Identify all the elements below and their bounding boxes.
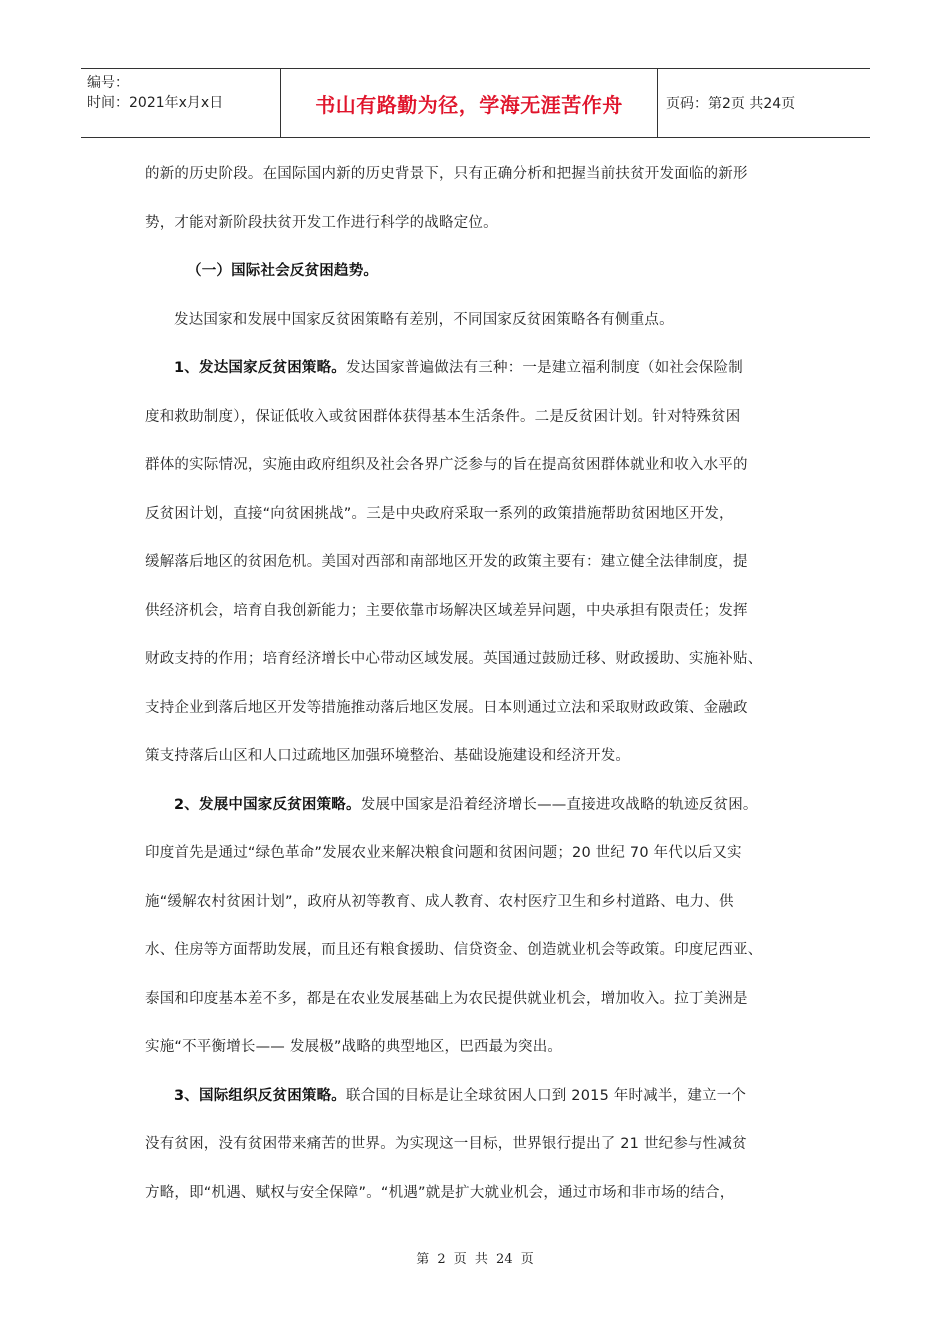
body-line xyxy=(145,538,817,587)
line-text: 策支持落后山区和人口过疏地区加强环境整治、基础设施建设和经济开发。 xyxy=(145,748,631,764)
line-text: 印度首先是通过“绿色革命”发展农业来解决粮食问题和贫困问题；20 世纪 70 年代以后又实 xyxy=(145,845,742,861)
body-line xyxy=(145,490,817,539)
header-meta xyxy=(81,69,281,137)
body-line xyxy=(145,441,817,490)
line-text: 反贫困计划，直接“向贫困挑战”。三是中央政府采取一系列的政策措施帮助贫困地区开发， xyxy=(145,505,734,522)
section-heading xyxy=(145,247,817,296)
line-text: 缓解落后地区的贫困危机。美国对西部和南部地区开发的政策主要有：建立健全法律制度，提 xyxy=(145,554,748,570)
document-number-label: 编号： xyxy=(87,75,129,91)
paragraph-start xyxy=(145,1072,817,1121)
page-footer: 第 2 页 共 24 页 xyxy=(416,1252,534,1267)
body-line xyxy=(145,393,817,442)
subheading-text: 3、国际组织反贫困策略。 xyxy=(174,1087,346,1104)
document-time-label: 时间：2021年x月x日 xyxy=(87,95,224,111)
subheading-text: 1、发达国家反贫困策略。 xyxy=(174,360,346,376)
line-text: 发达国家普遍做法有三种：一是建立福利制度（如社会保险制 xyxy=(346,360,743,376)
line-text: 群体的实际情况，实施由政府组织及社会各界广泛参与的旨在提高贫困群体就业和收入水平的 xyxy=(145,457,748,473)
line-text: 支持企业到落后地区开发等措施推动落后地区发展。日本则通过立法和采取财政政策、金融政 xyxy=(145,699,748,716)
body-line xyxy=(145,878,817,927)
subheading-text: 2、发展中国家反贫困策略。 xyxy=(174,796,361,813)
line-text: 发展中国家是沿着经济增长——直接进攻战略的轨迹反贫困。 xyxy=(360,796,758,813)
body-line xyxy=(145,587,817,636)
line-text: 没有贫困，没有贫困带来痛苦的世界。为实现这一目标，世界银行提出了 21 世纪参与性减贫 xyxy=(145,1136,747,1152)
line-text: 施“缓解农村贫困计划”，政府从初等教育、成人教育、农村医疗卫生和乡村道路、电力、供 xyxy=(145,893,734,910)
body-line xyxy=(145,199,817,248)
body-line xyxy=(145,635,817,684)
line-text: 度和救助制度），保证低收入或贫困群体获得基本生活条件。二是反贫困计划。针对特殊贫困 xyxy=(145,408,741,425)
line-text: 发达国家和发展中国家反贫困策略有差别，不同国家反贫困策略各有侧重点。 xyxy=(174,311,674,328)
line-text: 泰国和印度基本差不多，都是在农业发展基础上为农民提供就业机会，增加收入。拉丁美洲是 xyxy=(145,990,748,1007)
body-line xyxy=(145,1169,817,1218)
body-line xyxy=(145,926,817,975)
line-text: 实施“不平衡增长—— 发展极”战略的典型地区，巴西最为突出。 xyxy=(145,1039,563,1055)
document-header xyxy=(81,68,870,138)
body-line xyxy=(145,732,817,781)
body-line xyxy=(145,1120,817,1169)
paragraph-start xyxy=(145,344,817,393)
line-text: 势，才能对新阶段扶贫开发工作进行科学的战略定位。 xyxy=(145,214,498,231)
body-line xyxy=(145,684,817,733)
body-line xyxy=(145,1023,817,1072)
line-text: 的新的历史阶段。在国际国内新的历史背景下，只有正确分析和把握当前扶贫开发面临的新形 xyxy=(145,166,748,182)
line-text: 财政支持的作用；培育经济增长中心带动区域发展。英国通过鼓励迁移、财政援助、实施补贴、 xyxy=(145,651,763,667)
body-line xyxy=(145,829,817,878)
heading-text: （一）国际社会反贫困趋势。 xyxy=(187,263,379,279)
line-text: 方略，即“机遇、赋权与安全保障”。“机遇”就是扩大就业机会，通过市场和非市场的结合， xyxy=(145,1184,735,1201)
document-body xyxy=(145,150,817,1217)
body-line xyxy=(145,150,817,199)
header-page-info: 页码：第2页 共24页 xyxy=(666,96,796,112)
line-text: 联合国的目标是让全球贫困人口到 2015 年时减半，建立一个 xyxy=(346,1087,747,1104)
header-motto: 书山有路勤为径，学海无涯苦作舟 xyxy=(281,69,658,137)
body-line xyxy=(145,296,817,345)
body-line xyxy=(145,975,817,1024)
line-text: 水、住房等方面帮助发展，而且还有粮食援助、信贷资金、创造就业机会等政策。印度尼西亚、 xyxy=(145,942,763,958)
line-text: 供经济机会，培育自我创新能力；主要依靠市场解决区域差异问题，中央承担有限责任；发挥 xyxy=(145,602,748,619)
paragraph-start xyxy=(145,781,817,830)
